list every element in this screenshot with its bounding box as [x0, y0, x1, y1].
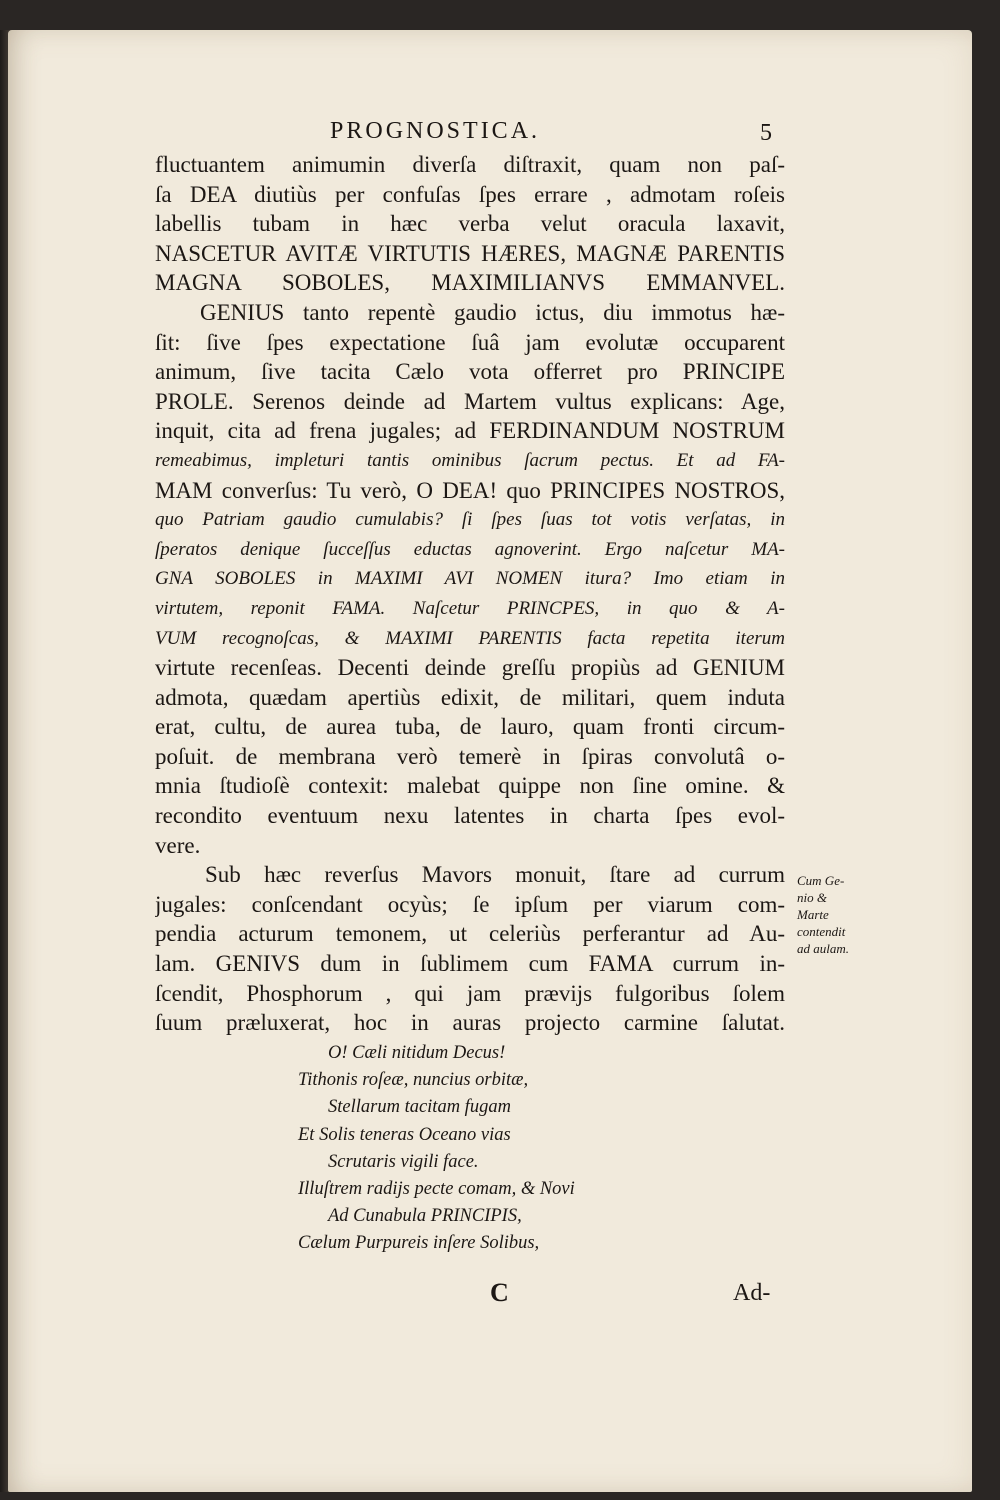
text-line: labellis tubam in hæc verba velut oracula laxavit, [155, 211, 785, 237]
verse-line: Cælum Purpureis inſere Solibus, [298, 1233, 540, 1254]
verse-line: Et Solis teneras Oceano vias [298, 1124, 511, 1145]
margin-note-line: contendit [797, 924, 846, 939]
text-line: remeabimus, impleturi tantis ominibus ſacrum pectus. Et ad FA- [155, 449, 785, 471]
text-line: ſa DEA diutiùs per confuſas ſpes errare , admotam roſeis [155, 181, 785, 207]
text-line: fluctuantem animumin diverſa diſtraxit, quam non paſ- [155, 152, 785, 177]
text-line: recondito eventuum nexu latentes in charta ſpes evol- [155, 803, 785, 829]
text-line: virtutem, reponit FAMA. Naſcetur PRINCPES, in quo & A- [155, 597, 785, 619]
text-line: ſuum præluxerat, hoc in auras projecto carmine ſalutat. [155, 1010, 785, 1036]
text-line: virtute recenſeas. Decenti deinde greſſu propiùs ad GENIUM [155, 655, 785, 681]
text-line: ſperatos denique ſucceſſus eductas agnoverint. Ergo naſcetur MA- [155, 538, 785, 560]
text-line: GENIUS tanto repentè gaudio ictus, diu immotus hæ- [200, 299, 785, 325]
verse-line: Tithonis roſeæ, nuncius orbitæ, [298, 1070, 529, 1091]
verse-line: Ad Cunabula PRINCIPIS, [328, 1206, 522, 1227]
text-line: MAM converſus: Tu verò, O DEA! quo PRINCIPES NOSTROS, [155, 477, 785, 503]
verse-block [298, 1040, 678, 1258]
text-line: PROLE. Serenos deinde ad Martem vultus explicans: Age, [155, 388, 785, 414]
text-line: GNA SOBOLES in MAXIMI AVI NOMEN itura? Imo etiam in [155, 568, 785, 590]
catchword: Ad- [733, 1280, 771, 1306]
signature-mark: C [490, 1278, 509, 1307]
text-line: erat, cultu, de aurea tuba, de lauro, quam fronti circum- [155, 714, 785, 740]
text-line: jugales: conſcendant ocyùs; ſe ipſum per viarum com- [155, 891, 785, 917]
text-line: ſcendit, Phosphorum , qui jam prævijs fulgoribus ſolem [155, 980, 785, 1006]
text-line: admota, quædam apertiùs edixit, de militari, quem induta [155, 684, 785, 710]
margin-note-line: Cum Ge- [797, 873, 845, 888]
verse-line: O! Cæli nitidum Decus! [328, 1043, 506, 1063]
page-number: 5 [760, 120, 772, 146]
margin-note-line: Marte [797, 907, 829, 922]
margin-note [797, 872, 887, 957]
main-text-block [155, 150, 785, 1038]
text-line: MAGNA SOBOLES, MAXIMILIANVS EMMANVEL. [155, 270, 785, 296]
verse-line: Stellarum tacitam fugam [328, 1097, 511, 1118]
text-line: ſit: ſive ſpes expectatione ſuâ jam evolutæ occuparent [155, 329, 785, 355]
text-line: lam. GENIVS dum in ſublimem cum FAMA currum in- [155, 951, 785, 977]
verse-line: Illuſtrem radijs pecte comam, & Novi [298, 1178, 575, 1199]
text-line: poſuit. de membrana verò temerè in ſpiras convolutâ o- [155, 743, 785, 769]
text-line: vere. [155, 832, 201, 858]
text-line: VUM recognoſcas, & MAXIMI PARENTIS facta repetita iterum [155, 627, 785, 649]
text-line: quo Patriam gaudio cumulabis? ſi ſpes ſuas tot votis verſatas, in [155, 509, 785, 531]
text-line: pendia acturum temonem, ut celeriùs perferantur ad Au- [155, 921, 785, 947]
margin-note-line: ad aulam. [797, 941, 849, 956]
text-line: NASCETUR AVITÆ VIRTUTIS HÆRES, MAGNÆ PARENTIS [155, 240, 785, 266]
text-line: animum, ſive tacita Cælo vota offerret pro PRINCIPE [155, 359, 785, 385]
running-head: PROGNOSTICA. [330, 118, 541, 144]
text-line: Sub hæc reverſus Mavors monuit, ſtare ad currum [205, 862, 785, 888]
margin-note-line: nio & [797, 890, 827, 905]
text-line: inquit, cita ad frena jugales; ad FERDINANDUM NOSTRUM [155, 418, 785, 444]
verse-line: Scrutaris vigili face. [328, 1151, 479, 1172]
text-line: mnia ſtudioſè contexit: malebat quippe non ſine omine. & [155, 773, 785, 799]
